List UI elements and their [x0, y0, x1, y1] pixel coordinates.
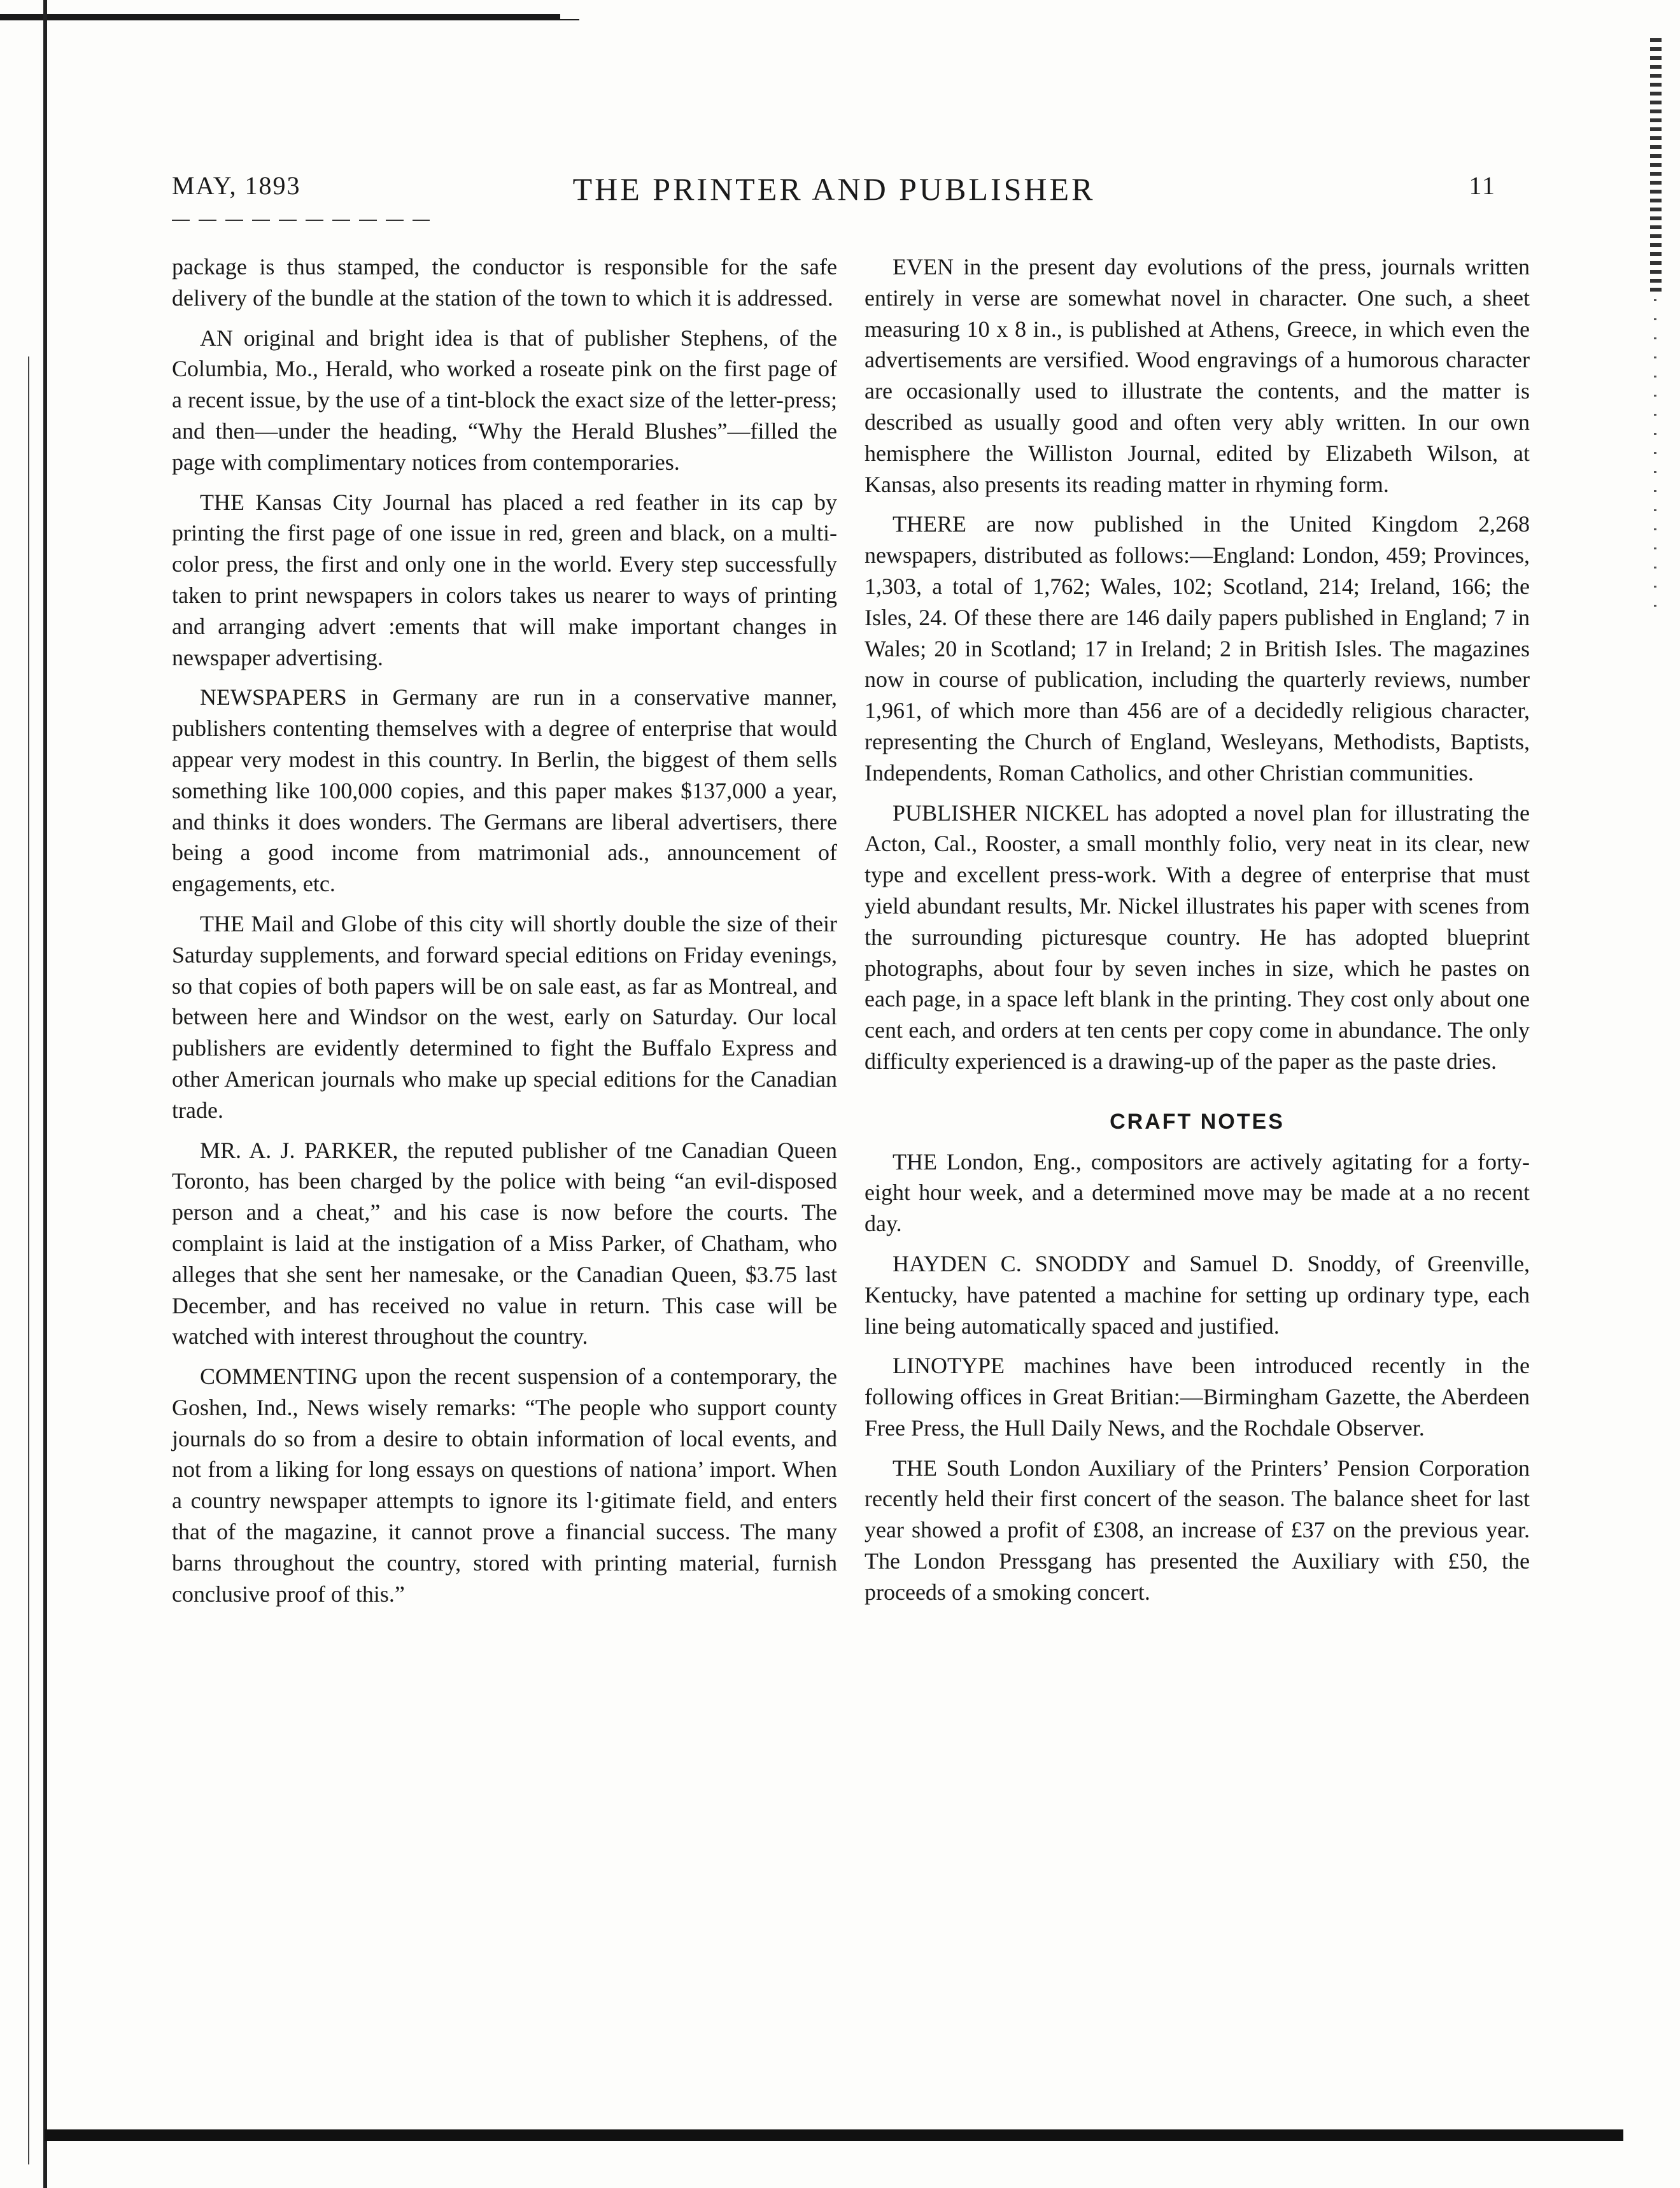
- paragraph: PUBLISHER NICKEL has adopted a novel plan for illustrating the Acton, Cal., Rooster, a small monthly folio, very neat in its clear, new type and excellent press-work. With a degree of enterprise that must yield abundant results, Mr. Nickel illustrates his paper with scenes from the surrounding picturesque country. He has adopted blueprint photographs, about four by seven inches in size, which he pastes on each page, in a space left blank in the printing. They cost only about one cent each, and orders at ten cents per copy come in abundance. The only difficulty experienced is a drawing-up of the paper as the paste dries.: [865, 800, 1530, 1074]
- scan-left-edge: [43, 0, 47, 2188]
- left-column: [172, 251, 837, 1618]
- paragraph: HAYDEN C. SNODDY and Samuel D. Snoddy, of Greenville, Kentucky, have patented a machine for setting up ordinary type, each line being automatically spaced and justified.: [865, 1250, 1530, 1339]
- paragraph: package is thus stamped, the conductor is responsible for the safe delivery of the bundle at the station of the town to which it is addressed.: [172, 254, 837, 311]
- paragraph: THE London, Eng., compositors are actively agitating for a forty-eight hour week, and a determined move may be made at a no recent day.: [865, 1148, 1530, 1237]
- paragraph: MR. A. J. PARKER, the reputed publisher of tne Canadian Queen Toronto, has been charged by the police with being “an evil-disposed person and a cheat,” and his case is now before the courts. The complaint is laid at the instigation of a Miss Parker, of Chatham, who alleges that she sent her namesake, or the Canadian Queen, $3.75 last December, and has received no value in return. This case will be watched with interest throughout the country.: [172, 1137, 837, 1350]
- bottom-rule: [45, 2129, 1623, 2141]
- paragraph: AN original and bright idea is that of publisher Stephens, of the Columbia, Mo., Herald, who worked a roseate pink on the first page of a recent issue, by the use of a tint-block the exact size of the letter-press; and then—under the heading, “Why the Herald Blushes”—filled the page with complimentary notices from contemporaries.: [172, 325, 837, 475]
- page-number: 11: [1469, 171, 1496, 200]
- paragraph: THE Mail and Globe of this city will shortly double the size of their Saturday supplements, and forward special editions on Friday evenings, so that copies of both papers will be on sale east, as far as Montreal, and between here and Windsor on the west, early on Saturday. Our local publishers are evidently determined to fight the Buffalo Express and other American journals who make up special editions for the Canadian trade.: [172, 910, 837, 1123]
- paragraph: EVEN in the present day evolutions of the press, journals written entirely in verse are somewhat novel in character. One such, a sheet measuring 10 x 8 in., is published at Athens, Greece, in which even the advertisements are versified. Wood engravings of a humorous character are occasionally used to illustrate the contents, and the matter is described as usually good and often very ably written. In our own hemisphere the Williston Journal, edited by Elizabeth Wilson, at Kansas, also presents its reading matter in rhyming form.: [865, 254, 1530, 497]
- section-heading-craft-notes: CRAFT NOTES: [1110, 1109, 1285, 1134]
- paragraph: LINOTYPE machines have been introduced recently in the following offices in Great Britian:—Birmingham Gazette, the Aberdeen Free Press, the Hull Daily News, and the Rochdale Observer.: [865, 1353, 1530, 1441]
- issue-date: MAY, 1893: [172, 171, 301, 200]
- publication-title: THE PRINTER AND PUBLISHER: [572, 171, 1096, 207]
- top-rule: [0, 14, 560, 20]
- top-rule-tail: [560, 19, 579, 20]
- scan-right-edge: [1650, 38, 1662, 293]
- scan-left-edge-thin: [28, 356, 29, 2164]
- header-dashed-rule: [172, 220, 430, 221]
- page-header: [172, 171, 1496, 209]
- scan-right-ticks: [1654, 299, 1656, 618]
- paragraph: THE South London Auxiliary of the Printers’ Pension Corporation recently held their first concert of the season. The balance sheet for last year showed a profit of £308, an increase of £37 on the previous year. The London Pressgang has presented the Auxiliary with £50, the proceeds of a smoking concert.: [865, 1455, 1530, 1605]
- paragraph: THERE are now published in the United Kingdom 2,268 newspapers, distributed as follows:—England: London, 459; Provinces, 1,303, a total of 1,762; Wales, 102; Scotland, 214; Ireland, 166; the Isles, 24. Of these there are 146 daily papers published in England; 7 in Wales; 20 in Scotland; 17 in Ireland; 2 in British Isles. The magazines now in course of publication, including the quarterly reviews, number 1,961, of which more than 456 are of a decidedly religious character, representing the Church of England, Wesleyans, Methodists, Baptists, Independents, Roman Catholics, and other Christian communities.: [865, 511, 1530, 786]
- paragraph: THE Kansas City Journal has placed a red feather in its cap by printing the first page of one issue in red, green and black, on a multi-color press, the first and only one in the world. Every step successfully taken to print newspapers in colors takes us nearer to ways of printing and arranging advert :ements that will make important changes in newspaper advertising.: [172, 489, 837, 670]
- paragraph: NEWSPAPERS in Germany are run in a conservative manner, publishers contenting themselves with a degree of enterprise that would appear very modest in this country. In Berlin, the biggest of them sells something like 100,000 copies, and this paper makes $137,000 a year, and thinks it does wonders. The Germans are liberal advertisers, there being a good income from matrimonial ads., announcement of engagements, etc.: [172, 684, 837, 897]
- paragraph: COMMENTING upon the recent suspension of a contemporary, the Goshen, Ind., News wisely remarks: “The people who support county journals do so from a desire to obtain information of local events, and not from a liking for long essays on questions of nationa’ import. When a country newspaper attempts to ignore its l·gitimate field, and enters that of the magazine, it cannot prove a financial success. The many barns throughout the country, stored with printing material, furnish conclusive proof of this.”: [172, 1364, 837, 1607]
- right-column: [865, 251, 1530, 1617]
